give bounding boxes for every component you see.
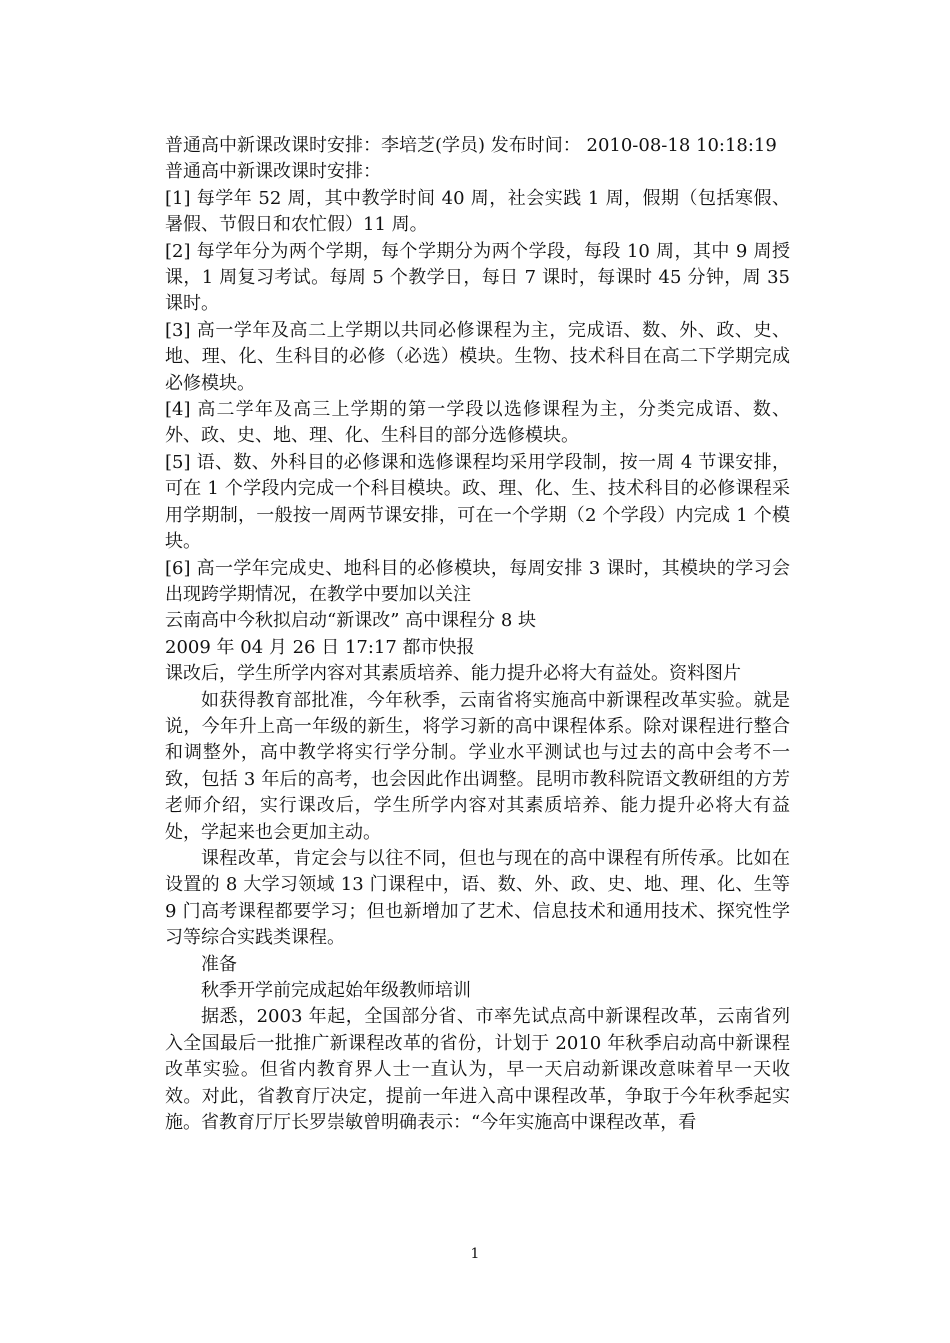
article-paragraph: 课程改革，肯定会与以往不同，但也与现在的高中课程有所传承。比如在设置的 8 大学习领域 13 门课程中，语、数、外、政、史、地、理、化、生等 9 门高考课程都要学习；但也新增加了艺术、信息技术和通用技术、探究性学习等综合实践类课程。: [165, 847, 790, 949]
article-meta: 2009 年 04 月 26 日 17:17 都市快报: [165, 636, 475, 658]
article-paragraph: 据悉，2003 年起，全国部分省、市率先试点高中新课程改革，云南省列入全国最后一批推广新课程改革的省份，计划于 2010 年秋季启动高中新课程改革实验。但省内教育界人士一直认为，早一天启动新课改意味着早一天收效。对此，省教育厅决定，提前一年进入高中课程改革，争取于今年秋季起实施。省教育厅厅长罗崇敏曾明确表示：“今年实施高中课程改革，看: [165, 1006, 790, 1134]
article-title: 云南高中今秋拟启动“新课改” 高中课程分 8 块: [165, 610, 537, 632]
schedule-subtitle: 普通高中新课改课时安排：: [165, 161, 381, 183]
schedule-item: [4] 高二学年及高三上学期的第一学段以选修课程为主，分类完成语、数、外、政、史、地、理、化、生科目的部分选修模块。: [165, 399, 790, 447]
document-body: [165, 133, 790, 1136]
header-line: 普通高中新课改课时安排：李培芝(学员) 发布时间： 2010-08-18 10:18:19: [165, 135, 777, 156]
article-paragraph: 如获得教育部批准，今年秋季，云南省将实施高中新课程改革实验。就是说，今年升上高一年级的新生，将学习新的高中课程体系。除对课程进行整合和调整外，高中教学将实行学分制。学业水平测试也与过去的高中会考不一致，包括 3 年后的高考，也会因此作出调整。昆明市教科院语文教研组的方芳老师介绍，实行课改后，学生所学内容对其素质培养、能力提升必将大有益处，学起来也会更加主动。: [165, 689, 790, 843]
schedule-item: [5] 语、数、外科目的必修课和选修课程均采用学段制，按一周 4 节课安排，可在 1 个学段内完成一个科目模块。政、理、化、生、技术科目的必修课程采用学期制，一般按一周两节课安排，可在一个学期（2 个学段）内完成 1 个模块。: [165, 451, 790, 553]
schedule-item: [2] 每学年分为两个学期，每个学期分为两个学段，每段 10 周，其中 9 周授课，1 周复习考试。每周 5 个教学日，每日 7 课时，每课时 45 分钟，周 35 课时。: [165, 240, 790, 315]
photo-caption: 课改后，学生所学内容对其素质培养、能力提升必将大有益处。资料图片: [165, 663, 741, 685]
section-heading: 准备: [201, 953, 237, 975]
schedule-item: [6] 高一学年完成史、地科目的必修模块，每周安排 3 课时，其模块的学习会出现跨学期情况，在教学中要加以关注: [165, 557, 790, 605]
section-subheading: 秋季开学前完成起始年级教师培训: [201, 980, 471, 1001]
page-number: 1: [470, 1246, 480, 1262]
schedule-item: [3] 高一学年及高二上学期以共同必修课程为主，完成语、数、外、政、史、地、理、化、生科目的必修（必选）模块。生物、技术科目在高二下学期完成必修模块。: [165, 319, 790, 394]
schedule-item: [1] 每学年 52 周，其中教学时间 40 周，社会实践 1 周，假期（包括寒假、暑假、节假日和农忙假）11 周。: [165, 187, 790, 236]
